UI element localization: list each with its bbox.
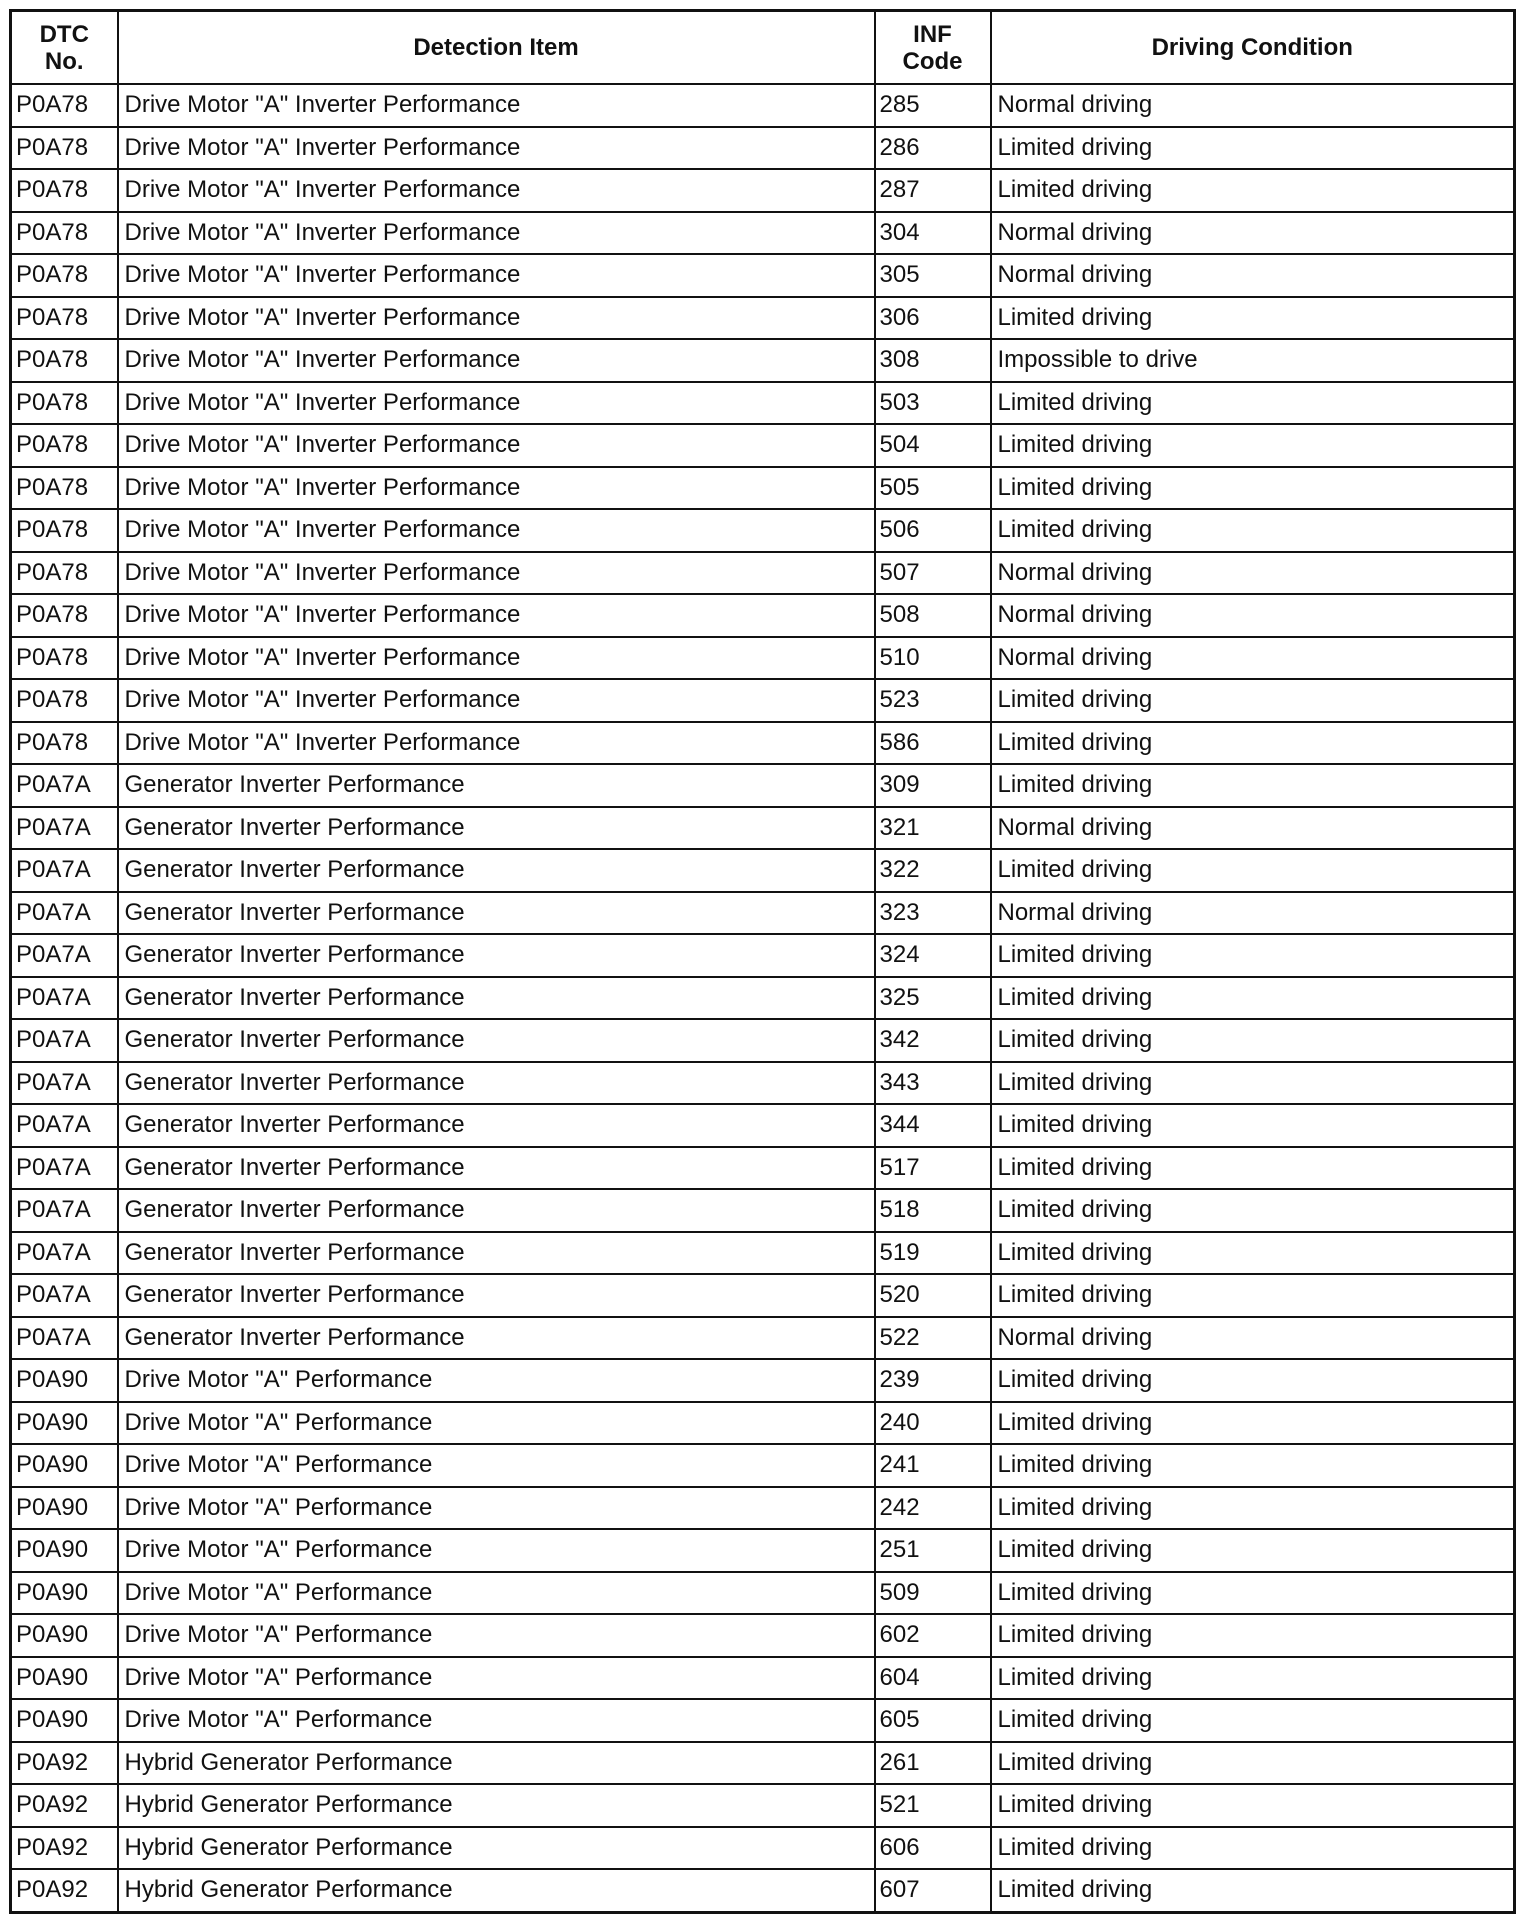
table-row [11,1869,1515,1912]
driving-condition-cell: Normal driving [991,637,1515,680]
driving-condition-cell: Normal driving [991,892,1515,935]
dtc-cell: P0A7A [11,1189,118,1232]
table-row [11,212,1515,255]
inf-code-cell: 507 [875,552,991,595]
table-row [11,807,1515,850]
detection-item-cell: Drive Motor "A" Inverter Performance [118,84,875,127]
header-row [11,11,1515,85]
detection-item-cell: Drive Motor "A" Performance [118,1487,875,1530]
detection-item-cell: Hybrid Generator Performance [118,1869,875,1912]
detection-item-cell: Drive Motor "A" Performance [118,1444,875,1487]
driving-condition-cell: Limited driving [991,722,1515,765]
dtc-cell: P0A90 [11,1487,118,1530]
detection-item-cell: Drive Motor "A" Performance [118,1402,875,1445]
detection-item-cell: Generator Inverter Performance [118,1232,875,1275]
driving-condition-cell: Normal driving [991,84,1515,127]
table-row [11,169,1515,212]
driving-condition-cell: Limited driving [991,297,1515,340]
detection-item-cell: Generator Inverter Performance [118,1147,875,1190]
driving-condition-cell: Limited driving [991,1572,1515,1615]
detection-item-cell: Drive Motor "A" Inverter Performance [118,127,875,170]
dtc-cell: P0A7A [11,977,118,1020]
table-row [11,339,1515,382]
detection-item-cell: Drive Motor "A" Inverter Performance [118,212,875,255]
table-row [11,424,1515,467]
detection-item-cell: Drive Motor "A" Inverter Performance [118,169,875,212]
driving-condition-cell: Impossible to drive [991,339,1515,382]
inf-code-cell: 309 [875,764,991,807]
header-detection-item: Detection Item [118,11,875,85]
dtc-cell: P0A92 [11,1869,118,1912]
header-inf-code: INF Code [875,11,991,85]
driving-condition-cell: Limited driving [991,467,1515,510]
driving-condition-cell: Limited driving [991,127,1515,170]
table-row [11,1189,1515,1232]
dtc-cell: P0A78 [11,594,118,637]
inf-code-cell: 604 [875,1657,991,1700]
inf-code-cell: 240 [875,1402,991,1445]
table-row [11,1317,1515,1360]
dtc-cell: P0A90 [11,1359,118,1402]
table-row [11,1487,1515,1530]
table-row [11,297,1515,340]
detection-item-cell: Generator Inverter Performance [118,892,875,935]
detection-item-cell: Drive Motor "A" Inverter Performance [118,339,875,382]
driving-condition-cell: Limited driving [991,1784,1515,1827]
driving-condition-cell: Limited driving [991,1657,1515,1700]
driving-condition-cell: Limited driving [991,1104,1515,1147]
driving-condition-cell: Normal driving [991,552,1515,595]
dtc-cell: P0A78 [11,552,118,595]
dtc-cell: P0A78 [11,467,118,510]
dtc-cell: P0A7A [11,1062,118,1105]
inf-code-cell: 503 [875,382,991,425]
table-row [11,637,1515,680]
table-row [11,1359,1515,1402]
table-row [11,1657,1515,1700]
driving-condition-cell: Limited driving [991,1062,1515,1105]
inf-code-cell: 344 [875,1104,991,1147]
table-row [11,509,1515,552]
driving-condition-cell: Limited driving [991,679,1515,722]
dtc-cell: P0A90 [11,1529,118,1572]
inf-code-cell: 323 [875,892,991,935]
table-row [11,1699,1515,1742]
detection-item-cell: Drive Motor "A" Performance [118,1614,875,1657]
inf-code-cell: 241 [875,1444,991,1487]
dtc-cell: P0A92 [11,1827,118,1870]
table-row [11,1529,1515,1572]
detection-item-cell: Drive Motor "A" Performance [118,1657,875,1700]
dtc-cell: P0A90 [11,1657,118,1700]
inf-code-cell: 505 [875,467,991,510]
inf-code-cell: 324 [875,934,991,977]
dtc-cell: P0A7A [11,1147,118,1190]
detection-item-cell: Drive Motor "A" Performance [118,1572,875,1615]
detection-item-cell: Drive Motor "A" Inverter Performance [118,424,875,467]
dtc-cell: P0A78 [11,339,118,382]
dtc-cell: P0A78 [11,424,118,467]
table-row [11,1742,1515,1785]
driving-condition-cell: Normal driving [991,594,1515,637]
inf-code-cell: 517 [875,1147,991,1190]
table-row [11,934,1515,977]
driving-condition-cell: Limited driving [991,934,1515,977]
driving-condition-cell: Limited driving [991,1444,1515,1487]
driving-condition-cell: Normal driving [991,254,1515,297]
dtc-cell: P0A90 [11,1572,118,1615]
table-row [11,1402,1515,1445]
table-row [11,1147,1515,1190]
dtc-cell: P0A7A [11,1104,118,1147]
table-row [11,1274,1515,1317]
detection-item-cell: Generator Inverter Performance [118,1274,875,1317]
table-row [11,722,1515,765]
driving-condition-cell: Limited driving [991,1529,1515,1572]
dtc-cell: P0A7A [11,892,118,935]
header-driving-condition: Driving Condition [991,11,1515,85]
dtc-cell: P0A7A [11,1232,118,1275]
driving-condition-cell: Limited driving [991,424,1515,467]
driving-condition-cell: Limited driving [991,1402,1515,1445]
inf-code-cell: 602 [875,1614,991,1657]
table-row [11,84,1515,127]
driving-condition-cell: Normal driving [991,807,1515,850]
inf-code-cell: 519 [875,1232,991,1275]
dtc-cell: P0A78 [11,212,118,255]
inf-code-cell: 321 [875,807,991,850]
inf-code-cell: 520 [875,1274,991,1317]
inf-code-cell: 285 [875,84,991,127]
dtc-cell: P0A90 [11,1444,118,1487]
dtc-cell: P0A7A [11,934,118,977]
detection-item-cell: Drive Motor "A" Inverter Performance [118,467,875,510]
driving-condition-cell: Limited driving [991,1614,1515,1657]
detection-item-cell: Drive Motor "A" Inverter Performance [118,254,875,297]
detection-item-cell: Generator Inverter Performance [118,1317,875,1360]
detection-item-cell: Drive Motor "A" Inverter Performance [118,594,875,637]
inf-code-cell: 342 [875,1019,991,1062]
table-row [11,254,1515,297]
driving-condition-cell: Limited driving [991,1019,1515,1062]
inf-code-cell: 509 [875,1572,991,1615]
dtc-cell: P0A90 [11,1699,118,1742]
detection-item-cell: Drive Motor "A" Performance [118,1359,875,1402]
dtc-cell: P0A92 [11,1742,118,1785]
detection-item-cell: Drive Motor "A" Inverter Performance [118,679,875,722]
driving-condition-cell: Limited driving [991,1827,1515,1870]
table-row [11,127,1515,170]
driving-condition-cell: Normal driving [991,212,1515,255]
table-row [11,382,1515,425]
inf-code-cell: 286 [875,127,991,170]
dtc-cell: P0A90 [11,1614,118,1657]
inf-code-cell: 306 [875,297,991,340]
detection-item-cell: Drive Motor "A" Inverter Performance [118,382,875,425]
detection-item-cell: Generator Inverter Performance [118,1019,875,1062]
inf-code-cell: 325 [875,977,991,1020]
dtc-table [9,9,1516,1914]
table-row [11,1827,1515,1870]
inf-code-cell: 606 [875,1827,991,1870]
driving-condition-cell: Limited driving [991,1699,1515,1742]
table-body [11,84,1515,1912]
dtc-cell: P0A7A [11,807,118,850]
detection-item-cell: Hybrid Generator Performance [118,1784,875,1827]
inf-code-cell: 287 [875,169,991,212]
inf-code-cell: 522 [875,1317,991,1360]
table-row [11,1104,1515,1147]
inf-code-cell: 508 [875,594,991,637]
dtc-cell: P0A7A [11,1317,118,1360]
driving-condition-cell: Limited driving [991,1274,1515,1317]
detection-item-cell: Generator Inverter Performance [118,1062,875,1105]
inf-code-cell: 239 [875,1359,991,1402]
table-row [11,764,1515,807]
dtc-cell: P0A78 [11,297,118,340]
driving-condition-cell: Limited driving [991,1487,1515,1530]
dtc-cell: P0A78 [11,382,118,425]
inf-code-cell: 343 [875,1062,991,1105]
detection-item-cell: Drive Motor "A" Inverter Performance [118,297,875,340]
detection-item-cell: Generator Inverter Performance [118,934,875,977]
table-row [11,467,1515,510]
inf-code-cell: 605 [875,1699,991,1742]
inf-code-cell: 607 [875,1869,991,1912]
dtc-cell: P0A78 [11,254,118,297]
table-row [11,552,1515,595]
detection-item-cell: Drive Motor "A" Inverter Performance [118,509,875,552]
inf-code-cell: 523 [875,679,991,722]
header-dtc-no: DTC No. [11,11,118,85]
inf-code-cell: 506 [875,509,991,552]
table-row [11,594,1515,637]
detection-item-cell: Generator Inverter Performance [118,1189,875,1232]
dtc-cell: P0A78 [11,679,118,722]
inf-code-cell: 521 [875,1784,991,1827]
driving-condition-cell: Limited driving [991,1147,1515,1190]
detection-item-cell: Hybrid Generator Performance [118,1827,875,1870]
detection-item-cell: Generator Inverter Performance [118,849,875,892]
detection-item-cell: Drive Motor "A" Performance [118,1529,875,1572]
detection-item-cell: Generator Inverter Performance [118,764,875,807]
inf-code-cell: 261 [875,1742,991,1785]
dtc-cell: P0A7A [11,1019,118,1062]
driving-condition-cell: Limited driving [991,977,1515,1020]
detection-item-cell: Drive Motor "A" Performance [118,1699,875,1742]
dtc-table-container [9,9,1513,1914]
detection-item-cell: Generator Inverter Performance [118,807,875,850]
dtc-cell: P0A7A [11,764,118,807]
table-row [11,892,1515,935]
table-row [11,1784,1515,1827]
driving-condition-cell: Limited driving [991,1359,1515,1402]
inf-code-cell: 304 [875,212,991,255]
table-row [11,1232,1515,1275]
inf-code-cell: 322 [875,849,991,892]
detection-item-cell: Hybrid Generator Performance [118,1742,875,1785]
driving-condition-cell: Limited driving [991,509,1515,552]
inf-code-cell: 510 [875,637,991,680]
driving-condition-cell: Limited driving [991,1742,1515,1785]
inf-code-cell: 518 [875,1189,991,1232]
dtc-cell: P0A7A [11,1274,118,1317]
dtc-cell: P0A78 [11,127,118,170]
dtc-cell: P0A78 [11,509,118,552]
inf-code-cell: 251 [875,1529,991,1572]
table-row [11,1019,1515,1062]
inf-code-cell: 305 [875,254,991,297]
dtc-cell: P0A90 [11,1402,118,1445]
detection-item-cell: Generator Inverter Performance [118,1104,875,1147]
dtc-cell: P0A78 [11,637,118,680]
table-row [11,1614,1515,1657]
inf-code-cell: 586 [875,722,991,765]
driving-condition-cell: Normal driving [991,1317,1515,1360]
dtc-cell: P0A78 [11,84,118,127]
table-row [11,679,1515,722]
detection-item-cell: Drive Motor "A" Inverter Performance [118,552,875,595]
driving-condition-cell: Limited driving [991,382,1515,425]
driving-condition-cell: Limited driving [991,1232,1515,1275]
dtc-cell: P0A78 [11,722,118,765]
dtc-cell: P0A7A [11,849,118,892]
driving-condition-cell: Limited driving [991,1869,1515,1912]
table-header [11,11,1515,85]
detection-item-cell: Drive Motor "A" Inverter Performance [118,637,875,680]
table-row [11,977,1515,1020]
dtc-cell: P0A92 [11,1784,118,1827]
inf-code-cell: 308 [875,339,991,382]
table-row [11,849,1515,892]
table-row [11,1572,1515,1615]
table-row [11,1062,1515,1105]
inf-code-cell: 504 [875,424,991,467]
detection-item-cell: Generator Inverter Performance [118,977,875,1020]
dtc-cell: P0A78 [11,169,118,212]
inf-code-cell: 242 [875,1487,991,1530]
table-row [11,1444,1515,1487]
driving-condition-cell: Limited driving [991,764,1515,807]
detection-item-cell: Drive Motor "A" Inverter Performance [118,722,875,765]
driving-condition-cell: Limited driving [991,849,1515,892]
driving-condition-cell: Limited driving [991,1189,1515,1232]
driving-condition-cell: Limited driving [991,169,1515,212]
